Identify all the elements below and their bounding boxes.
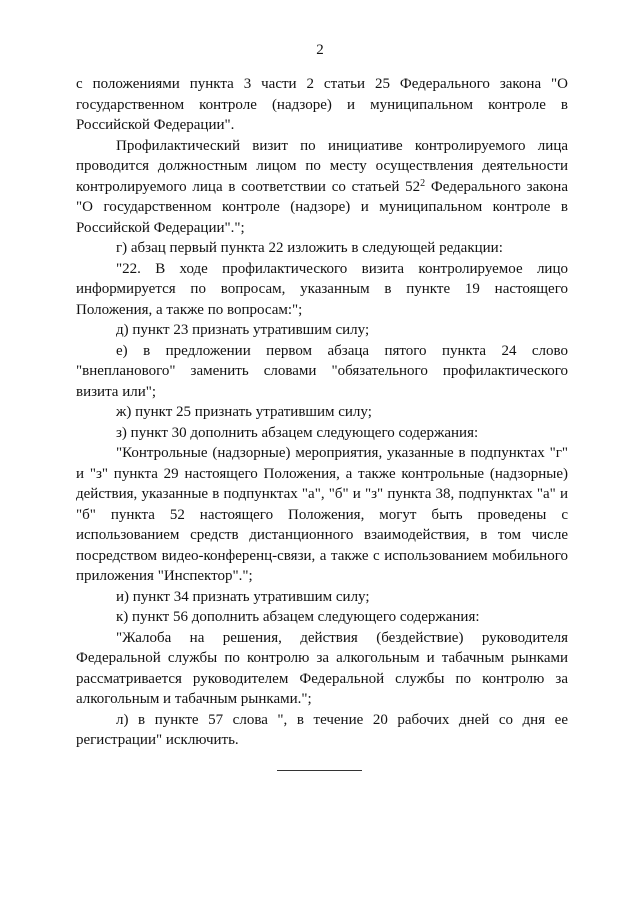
- end-of-document-rule: [277, 770, 362, 771]
- paragraph-quote-control-measures: "Контрольные (надзорные) мероприятия, указанные в подпунктах "г" и "з" пункта 29 настоящего Положения, а также контрольные (надзорные) действия, указанные в подпунктах "а", "б" и "з" пункта 38, подпунктах "а" и "б" пункта 52 настоящего Положения, могут быть проведены с использованием средств дистанционного взаимодействия, в том числе посредством видео-конференц-связи, а также с использованием мобильного приложения "Инспектор".";: [76, 445, 568, 584]
- page-number: 2: [316, 42, 324, 58]
- paragraph-item-i: и) пункт 34 признать утратившим силу;: [116, 588, 370, 605]
- paragraph-text-tail: Федерального закона "О государственном контроле (надзоре) и муниципальном контроле в Российской Федерации".";: [76, 178, 568, 236]
- paragraph-item-z: з) пункт 30 дополнить абзацем следующего содержания:: [116, 424, 479, 441]
- paragraph-quote-complaint: "Жалоба на решения, действия (бездействие) руководителя Федеральной службы по контролю за алкогольным и табачным рынками рассматривается руководителем Федеральной службы по контролю за алкогольным и табачным рынками.";: [76, 629, 568, 707]
- paragraph-item-zh: ж) пункт 25 признать утратившим силу;: [116, 404, 372, 420]
- paragraph-item-k: к) пункт 56 дополнить абзацем следующего содержания:: [116, 609, 480, 625]
- document-body: [76, 74, 568, 751]
- paragraph-item-g: г) абзац первый пункта 22 изложить в следующей редакции:: [116, 240, 503, 256]
- paragraph-item-e: е) в предложении первом абзаца пятого пункта 24 слово "внепланового" заменить словами "обязательного профилактического визита или";: [76, 342, 568, 400]
- paragraph-continuation: с положениями пункта 3 части 2 статьи 25 Федерального закона "О государственном контроле (надзоре) и муниципальном контроле в Российской Федерации".: [76, 76, 568, 133]
- paragraph-text: Профилактический визит по инициативе контролируемого лица проводится должностным лицом по месту осуществления деятельности контролируемого лица в соответствии со статьей 52: [76, 137, 568, 195]
- paragraph-preventive-visit: [76, 136, 568, 239]
- article-superscript: 2: [420, 177, 426, 189]
- paragraph-item-l: л) в пункте 57 слова ", в течение 20 рабочих дней со дня ее регистрации" исключить.: [76, 711, 568, 748]
- paragraph-item-d: д) пункт 23 признать утратившим силу;: [116, 322, 370, 338]
- paragraph-quote-22: "22. В ходе профилактического визита контролируемое лицо информируется по вопросам, указанным в пункте 19 настоящего Положения, а также по вопросам:";: [76, 260, 568, 318]
